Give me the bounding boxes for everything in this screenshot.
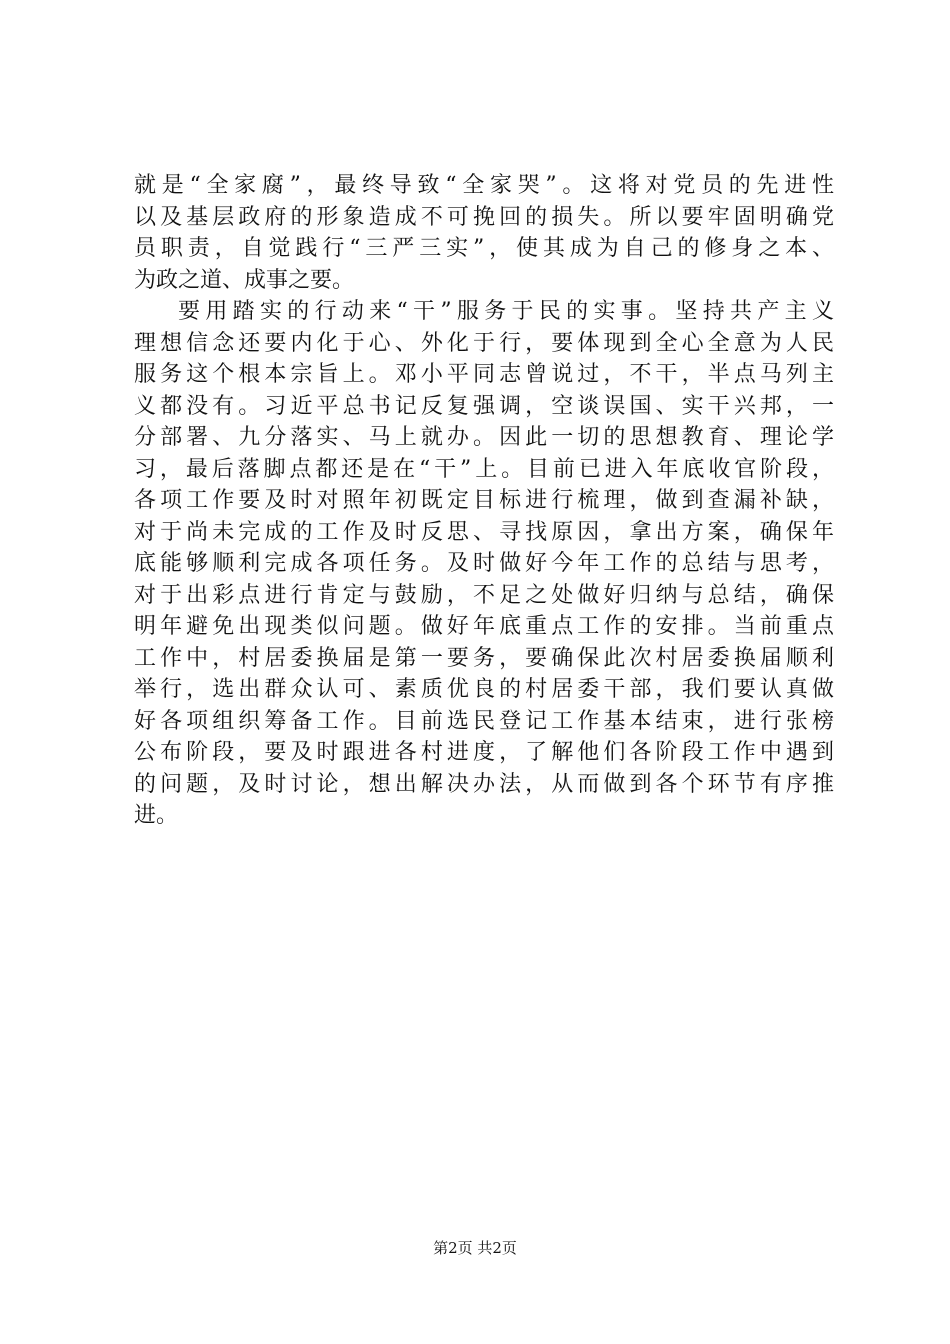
- paragraph-line: 以及基层政府的形象造成不可挽回的损失。所以要牢固明确党: [134, 204, 834, 230]
- page-footer: 第2页 共2页: [433, 1239, 517, 1257]
- paragraph-line: 工作中，村居委换届是第一要务，要确保此次村居委换届顺利: [134, 645, 834, 671]
- paragraph-line: 进。: [134, 803, 179, 828]
- paragraph-line: 要用踏实的行动来“干”服务于民的实事。坚持共产主义: [178, 299, 834, 324]
- paragraph-line: 分部署、九分落实、马上就办。因此一切的思想教育、理论学: [134, 425, 834, 450]
- paragraph-line: 服务这个根本宗旨上。邓小平同志曾说过，不干，半点马列主: [134, 362, 834, 387]
- paragraph-line: 公布阶段，要及时跟进各村进度，了解他们各阶段工作中遇到: [134, 740, 834, 765]
- paragraph-line: 对于尚未完成的工作及时反思、寻找原因，拿出方案，确保年: [134, 519, 834, 545]
- paragraph-line: 好各项组织筹备工作。目前选民登记工作基本结束，进行张榜: [134, 708, 834, 734]
- paragraph-line: 对于出彩点进行肯定与鼓励，不足之处做好归纳与总结，确保: [134, 582, 834, 608]
- paragraph-line: 举行，选出群众认可、素质优良的村居委干部，我们要认真做: [134, 677, 834, 702]
- paragraph-line: 各项工作要及时对照年初既定目标进行梳理，做到查漏补缺，: [134, 488, 834, 513]
- paragraph-line: 底能够顺利完成各项任务。及时做好今年工作的总结与思考，: [134, 551, 834, 576]
- paragraph-line: 理想信念还要内化于心、外化于行，要体现到全心全意为人民: [134, 330, 834, 356]
- paragraph-line: 为政之道、成事之要。: [134, 267, 355, 293]
- document-body: [134, 170, 834, 832]
- paragraph-line: 的问题，及时讨论，想出解决办法，从而做到各个环节有序推: [134, 771, 834, 797]
- paragraph-line: 员职责，自觉践行“三严三实”，使其成为自己的修身之本、: [134, 236, 834, 261]
- text-lines: [134, 170, 834, 832]
- paragraph-line: 明年避免出现类似问题。做好年底重点工作的安排。当前重点: [134, 614, 834, 639]
- paragraph-line: 义都没有。习近平总书记反复强调，空谈误国、实干兴邦，一: [134, 393, 834, 419]
- paragraph-line: 就是“全家腐”，最终导致“全家哭”。这将对党员的先进性: [134, 173, 834, 198]
- paragraph-line: 习，最后落脚点都还是在“干”上。目前已进入年底收官阶段，: [134, 456, 834, 482]
